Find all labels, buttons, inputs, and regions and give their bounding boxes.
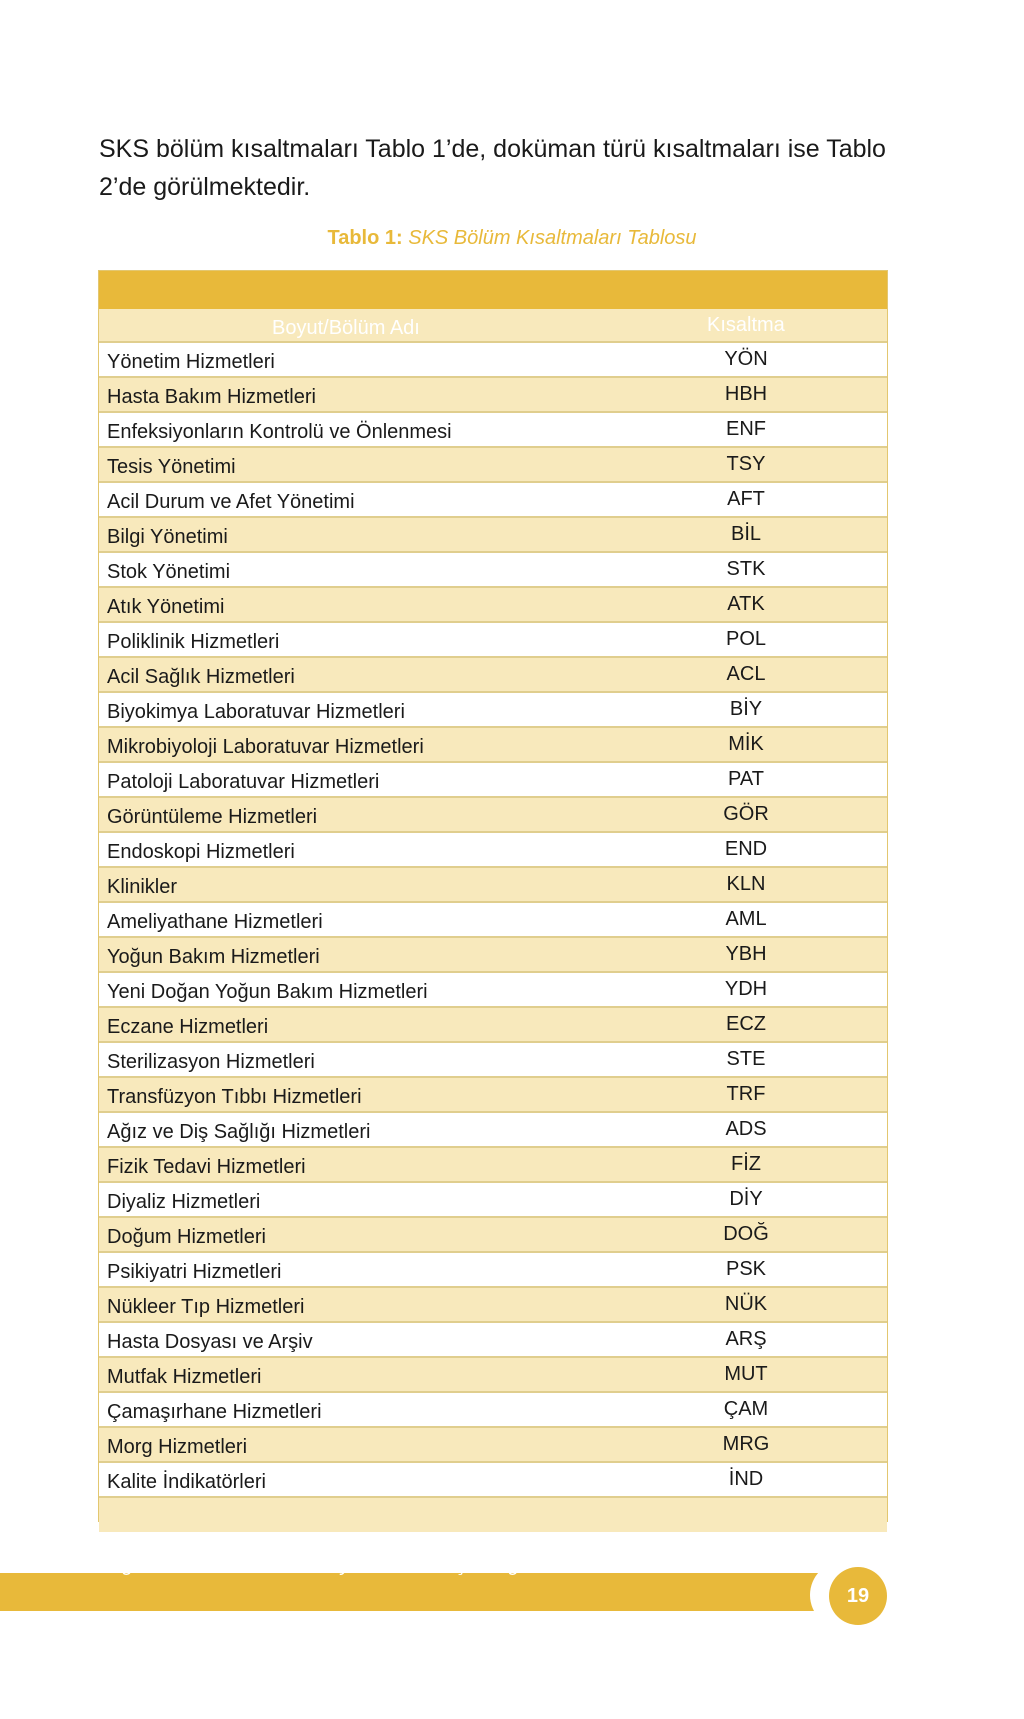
row-abbr: FİZ [731, 1153, 761, 1175]
page-number: 19 [829, 1567, 887, 1625]
row-abbr: MUT [724, 1363, 768, 1385]
row-name: Atık Yönetimi [107, 596, 225, 618]
row-abbr: MRG [722, 1433, 770, 1455]
row-name: Morg Hizmetleri [107, 1436, 248, 1458]
row-abbr: DİY [729, 1188, 763, 1210]
row-name: Transfüzyon Tıbbı Hizmetleri [107, 1086, 362, 1108]
caption-label: Tablo 1: [327, 227, 403, 249]
row-abbr: TSY [726, 453, 766, 475]
row-name: Görüntüleme Hizmetleri [107, 806, 318, 828]
row-name: Sterilizasyon Hizmetleri [107, 1051, 315, 1073]
table-row [99, 623, 887, 658]
row-name: Kalite İndikatörleri [107, 1471, 266, 1493]
row-abbr: ATK [727, 593, 765, 615]
row-abbr: TRF [726, 1083, 766, 1105]
row-name: Ameliyathane Hizmetleri [107, 911, 323, 933]
table-row [99, 588, 887, 623]
row-abbr: AFT [727, 488, 765, 510]
table-row [99, 1323, 887, 1358]
row-abbr: END [724, 838, 768, 860]
row-abbr: MİK [728, 733, 764, 755]
row-name: Diyaliz Hizmetleri [107, 1191, 261, 1213]
table-row [99, 728, 887, 763]
table-row [99, 1428, 887, 1463]
row-abbr: ÇAM [723, 1398, 769, 1420]
row-name: Bilgi Yönetimi [107, 526, 228, 548]
row-abbr: STK [726, 558, 766, 580]
footer-band [0, 1573, 830, 1611]
table-row [99, 973, 887, 1008]
row-name: Enfeksiyonların Kontrolü ve Önlenmesi [107, 421, 452, 443]
table-row [99, 1148, 887, 1183]
table-row [99, 553, 887, 588]
table-row [99, 413, 887, 448]
row-name: Nükleer Tıp Hizmetleri [107, 1296, 305, 1318]
header-abbr: Kısaltma [707, 314, 785, 336]
abbreviation-table [99, 309, 887, 1532]
row-abbr: PAT [728, 768, 764, 790]
table-row [99, 1183, 887, 1218]
table-row [99, 1113, 887, 1148]
table-footer-row [99, 1498, 887, 1532]
row-name: Hasta Bakım Hizmetleri [107, 386, 316, 408]
row-name: Psikiyatri Hizmetleri [107, 1261, 282, 1283]
table-row [99, 833, 887, 868]
footer-text: Sağlıkta Kalite ve Akreditasyon Daire Başkanlığı [98, 1554, 526, 1576]
row-abbr: HBH [724, 383, 768, 405]
row-abbr: BİL [730, 523, 762, 545]
row-abbr: YDH [724, 978, 768, 1000]
row-abbr: ADS [725, 1118, 767, 1140]
row-name: Mikrobiyoloji Laboratuvar Hizmetleri [107, 736, 424, 758]
table-row [99, 378, 887, 413]
row-abbr: NÜK [724, 1293, 768, 1315]
row-name: Poliklinik Hizmetleri [107, 631, 280, 653]
row-name: Hasta Dosyası ve Arşiv [107, 1331, 313, 1353]
row-name: Doğum Hizmetleri [107, 1226, 266, 1248]
row-abbr: YBH [725, 943, 767, 965]
table-row [99, 798, 887, 833]
row-abbr: ARŞ [725, 1328, 767, 1350]
row-abbr: DOĞ [723, 1223, 769, 1245]
table-row [99, 1358, 887, 1393]
table-row [99, 938, 887, 973]
row-abbr: PSK [725, 1258, 767, 1280]
table-row [99, 1393, 887, 1428]
caption-title: SKS Bölüm Kısaltmaları Tablosu [408, 227, 697, 249]
row-abbr: ACL [726, 663, 766, 685]
table-row [99, 1288, 887, 1323]
row-name: Patoloji Laboratuvar Hizmetleri [107, 771, 380, 793]
row-abbr: AML [725, 908, 767, 930]
row-name: Mutfak Hizmetleri [107, 1366, 262, 1388]
row-name: Yönetim Hizmetleri [107, 351, 275, 373]
row-name: Stok Yönetimi [107, 561, 231, 583]
row-name: Fizik Tedavi Hizmetleri [107, 1156, 306, 1178]
table-row [99, 903, 887, 938]
table-row [99, 868, 887, 903]
row-name: Biyokimya Laboratuvar Hizmetleri [107, 701, 405, 723]
row-name: Tesis Yönetimi [107, 456, 236, 478]
table-caption [0, 227, 1024, 250]
row-abbr: ECZ [726, 1013, 766, 1035]
header-name: Boyut/Bölüm Adı [272, 317, 420, 339]
row-abbr: KLN [726, 873, 766, 895]
row-name: Yoğun Bakım Hizmetleri [107, 946, 320, 968]
row-abbr: GÖR [723, 803, 769, 825]
row-name: Çamaşırhane Hizmetleri [107, 1401, 322, 1423]
table-row [99, 483, 887, 518]
row-abbr: STE [726, 1048, 766, 1070]
row-name: Klinikler [107, 876, 178, 898]
table-row [99, 693, 887, 728]
row-name: Ağız ve Diş Sağlığı Hizmetleri [107, 1121, 371, 1143]
table-row [99, 1253, 887, 1288]
row-abbr: İND [728, 1468, 764, 1490]
table-row [99, 658, 887, 693]
table-header-row [99, 309, 887, 343]
row-name: Yeni Doğan Yoğun Bakım Hizmetleri [107, 981, 428, 1003]
row-abbr: BİY [729, 698, 763, 720]
row-name: Eczane Hizmetleri [107, 1016, 269, 1038]
row-abbr: POL [725, 628, 767, 650]
row-name: Endoskopi Hizmetleri [107, 841, 295, 863]
table-row [99, 1218, 887, 1253]
table-row [99, 1463, 887, 1498]
table-row [99, 518, 887, 553]
table-row [99, 448, 887, 483]
intro-paragraph: SKS bölüm kısaltmaları Tablo 1’de, doküman türü kısaltmaları ise Tablo 2’de görülmektedir. [99, 135, 886, 201]
table-row [99, 1008, 887, 1043]
table-row [99, 1078, 887, 1113]
table-row [99, 1043, 887, 1078]
table-row [99, 763, 887, 798]
row-abbr: YÖN [724, 348, 768, 370]
row-name: Acil Durum ve Afet Yönetimi [107, 491, 355, 513]
row-abbr: ENF [726, 418, 766, 440]
table-row [99, 343, 887, 378]
row-name: Acil Sağlık Hizmetleri [107, 666, 295, 688]
